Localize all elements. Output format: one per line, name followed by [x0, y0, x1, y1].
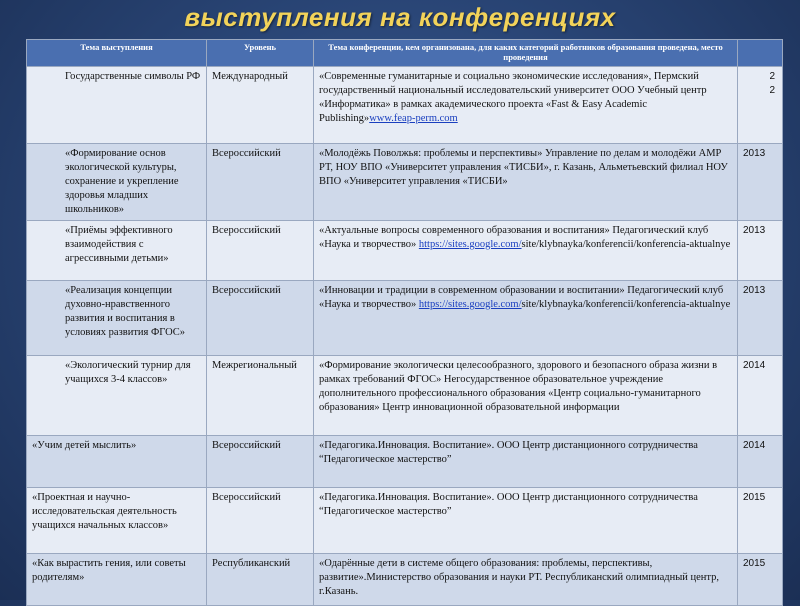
conference-link[interactable]: https://sites.google.com/	[418, 299, 522, 310]
level-cell: Всероссийский	[207, 144, 314, 221]
conference-cell: «Молодёжь Поволжья: проблемы и перспективы» Управление по делам и молодёжи АМР РТ, НОУ ВПО «Университет управления «ТИСБИ», г. Казань, Альметьевский филиал НОУ ВПО «Университет управления «ТИСБИ»	[314, 144, 738, 221]
year-cell: 2014	[738, 436, 783, 488]
conference-cell: «Формирование экологически целесообразного, здорового и безопасного образа жизни в рамках требований ФГОС» Негосударственное образовательное учреждение дополнительного профессионального образования «Центр социально-гуманитарного образования» Центр инновационной образовательной информации	[314, 356, 738, 436]
year-cell	[738, 67, 783, 144]
conference-cell	[314, 221, 738, 281]
topic-cell: «Экологический турнир для учащихся 3-4 классов»	[27, 356, 207, 436]
conference-cell: «Одарённые дети в системе общего образования: проблемы, перспективы, развитие».Министерство образования и науки РТ. Республиканский олимпиадный центр, г.Казань.	[314, 554, 738, 606]
year-cell: 2013	[738, 144, 783, 221]
level-cell: Всероссийский	[207, 436, 314, 488]
table-row	[27, 436, 783, 488]
table-header-row	[27, 40, 783, 67]
header-topic: Тема выступления	[27, 40, 207, 67]
level-cell: Международный	[207, 67, 314, 144]
table-row	[27, 281, 783, 356]
table-row	[27, 488, 783, 554]
conference-text: «Актуальные вопросы современного образования и воспитания» Педагогический клуб «Наука и творчество»	[319, 225, 709, 250]
level-cell: Межрегиональный	[207, 356, 314, 436]
year-cell: 2015	[738, 554, 783, 606]
conference-cell	[314, 281, 738, 356]
conference-link[interactable]: www.feap-perm.com	[369, 113, 458, 124]
topic-cell: «Реализация концепции духовно-нравственного развития и воспитания в условиях развития ФГОС»	[27, 281, 207, 356]
conference-link-tail: site/klybnayka/konferencii/konferencia-aktualnye	[521, 299, 731, 310]
conferences-table	[26, 39, 783, 606]
conference-cell	[314, 67, 738, 144]
topic-cell: «Как вырастить гения, или советы родителям»	[27, 554, 207, 606]
header-conference: Тема конференции, кем организована, для каких категорий работников образования проведена, место проведения	[314, 40, 738, 67]
conference-text: «Инновации и традиции в современном образовании и воспитании» Педагогический клуб «Наука и творчество»	[319, 285, 724, 310]
year-edge-text: 2 2	[769, 71, 775, 96]
year-cell: 2013	[738, 281, 783, 356]
slide-title: выступления на конференциях	[184, 2, 616, 32]
level-cell: Республиканский	[207, 554, 314, 606]
table-row	[27, 356, 783, 436]
topic-cell: «Формирование основ экологической культуры, сохранение и укрепление здоровья младших школьников»	[27, 144, 207, 221]
conference-cell: «Педагогика.Инновация. Воспитание». ООО Центр дистанционного сотрудничества “Педагогическое мастерство”	[314, 436, 738, 488]
conference-link[interactable]: https://sites.google.com/	[418, 239, 522, 250]
topic-cell: Государственные символы РФ	[27, 67, 207, 144]
table-row	[27, 67, 783, 144]
level-cell: Всероссийский	[207, 281, 314, 356]
table-row	[27, 221, 783, 281]
conference-cell: «Педагогика.Инновация. Воспитание». ООО Центр дистанционного сотрудничества “Педагогическое мастерство”	[314, 488, 738, 554]
header-level: Уровень	[207, 40, 314, 67]
header-year	[738, 40, 783, 67]
level-cell: Всероссийский	[207, 221, 314, 281]
year-cell: 2014	[738, 356, 783, 436]
year-cell: 2013	[738, 221, 783, 281]
year-cell: 2015	[738, 488, 783, 554]
conference-link-tail: site/klybnayka/konferencii/konferencia-aktualnye	[521, 239, 731, 250]
table-row	[27, 554, 783, 606]
topic-cell: «Приёмы эффективного взаимодействия с агрессивными детьми»	[27, 221, 207, 281]
conference-text: «Современные гуманитарные и социально экономические исследования», Пермский государственный национальный исследовательский университет ООО Учебный центр «Информатика» в рамках академического проекта «Fast & Easy Academic Publishing»	[319, 71, 707, 124]
topic-cell: «Учим детей мыслить»	[27, 436, 207, 488]
level-cell: Всероссийский	[207, 488, 314, 554]
topic-cell: «Проектная и научно-исследовательская деятельность учащихся начальных классов»	[27, 488, 207, 554]
table-row	[27, 144, 783, 221]
